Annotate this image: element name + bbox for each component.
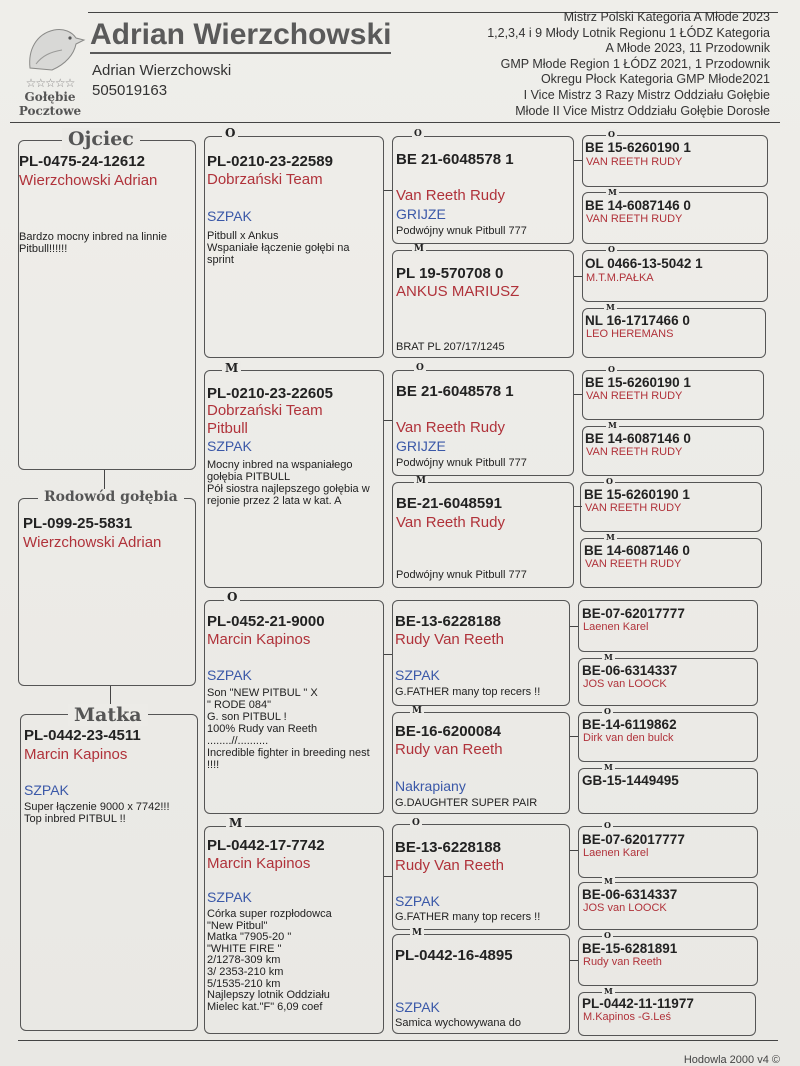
achievement-line: I Vice Mistrz 3 Razy Mistrz Oddziału Gołębie	[523, 87, 770, 102]
gen3-breeder: Rudy van Reeth	[395, 741, 503, 758]
gen2-box	[204, 370, 384, 588]
gen3-ring: BE-16-6200084	[395, 723, 501, 740]
connector-line	[570, 626, 578, 627]
connector-line	[574, 394, 582, 395]
gen4-ring: BE 15-6260190 1	[585, 375, 691, 390]
gen2-ring: PL-0210-23-22605	[207, 385, 333, 402]
achievement-line: 1,2,3,4 i 9 Młody Lotnik Regionu 1 ŁÓDZ Kategoria	[487, 25, 770, 40]
connector-line	[384, 420, 392, 421]
gen3-box	[392, 934, 570, 1034]
gen4-box	[578, 768, 758, 814]
gen4-ring: BE 15-6260190 1	[584, 487, 690, 502]
dam-tag: M	[606, 532, 615, 542]
connector-line	[574, 160, 582, 161]
gen4-box	[582, 370, 764, 420]
father-box	[18, 140, 196, 470]
gen2-ring: PL-0452-21-9000	[207, 613, 325, 630]
gen4-breeder: M.Kapinos -G.Leś	[583, 1011, 672, 1023]
gen3-note: G.FATHER many top recers !!	[395, 686, 541, 698]
gen4-breeder: Laenen Karel	[583, 621, 649, 633]
gen3-breeder: Rudy Van Reeth	[395, 631, 504, 648]
header-bottom-rule	[10, 122, 780, 123]
dam-tag: M	[604, 876, 613, 886]
gen2-box	[204, 136, 384, 358]
gen2-color: SZPAK	[207, 889, 252, 905]
gen3-box	[392, 482, 574, 588]
sire-tag: O	[412, 818, 420, 828]
gen3-ring: BE-13-6228188	[395, 839, 501, 856]
gen3-ring: BE-13-6228188	[395, 613, 501, 630]
connector-line	[384, 876, 392, 877]
connector-line	[384, 654, 392, 655]
achievements	[410, 10, 770, 119]
gen4-breeder: JOS van LOOCK	[583, 902, 667, 914]
gen3-breeder: Van Reeth Rudy	[396, 419, 505, 436]
gen4-box	[578, 936, 758, 986]
achievement-line: Mistrz Polski Kategoria A Młode 2023	[563, 10, 770, 24]
gen3-box	[392, 824, 570, 930]
bird-box	[18, 498, 196, 686]
gen2-ring: PL-0210-23-22589	[207, 153, 333, 170]
gen2-note: Son "NEW PITBUL " X " RODE 084" G. son PITBUL ! 100% Rudy van Reeth ........//.......... Incredible fighter in breeding nest !!!!	[207, 687, 370, 771]
gen2-breeder: Dobrzański Team	[207, 402, 323, 419]
dam-tag: M	[604, 762, 613, 772]
dam-tag: M	[608, 187, 617, 197]
gen3-color: GRIJZE	[396, 206, 446, 222]
dam-tag: M	[604, 652, 613, 662]
sire-tag: O	[604, 930, 611, 940]
gen3-ring: BE 21-6048578 1	[396, 151, 514, 168]
father-breeder: Wierzchowski Adrian	[19, 172, 158, 189]
gen3-note: BRAT PL 207/17/1245	[396, 341, 505, 353]
pigeon-logo-icon	[10, 20, 90, 80]
achievement-line: A Młode 2023, 11 Przodownik	[605, 41, 770, 56]
gen4-box	[582, 135, 768, 187]
connector-line	[574, 276, 582, 277]
gen4-ring: OL 0466-13-5042 1	[585, 256, 703, 271]
sire-tag: O	[224, 590, 240, 604]
gen4-ring: BE-06-6314337	[582, 887, 678, 902]
gen4-box	[582, 192, 768, 244]
gen4-breeder: Laenen Karel	[583, 847, 649, 859]
gen2-extra: Pitbull	[207, 420, 248, 437]
gen4-ring: BE 15-6260190 1	[585, 140, 691, 155]
gen2-color: SZPAK	[207, 667, 252, 683]
footer-rule	[18, 1040, 778, 1041]
achievement-line: Okregu Płock Kategoria GMP Młode2021	[540, 72, 770, 87]
gen3-box	[392, 136, 574, 244]
gen3-color: SZPAK	[395, 999, 440, 1015]
sire-tag: O	[608, 244, 615, 254]
gen4-box	[578, 600, 758, 652]
gen2-breeder: Marcin Kapinos	[207, 631, 311, 648]
gen2-note: Córka super rozpłodowca "New Pitbul" Matka "7905-20 " "WHITE FIRE " 2/1278-309 km 3/ 2353-210 km 5/1535-210 km Najlepszy lotnik Oddziału Mielec kat."F" 6,09 coef	[207, 908, 332, 1013]
gen3-note: Podwójny wnuk Pitbull 777	[396, 457, 527, 469]
gen4-box	[578, 992, 756, 1036]
gen4-box	[578, 882, 758, 930]
dam-tag: M	[222, 361, 241, 375]
gen2-color: SZPAK	[207, 438, 252, 454]
gen3-note: G.FATHER many top recers !!	[395, 911, 541, 923]
sire-tag: O	[222, 126, 238, 140]
gen3-note: Podwójny wnuk Pitbull 777	[396, 225, 527, 237]
gen4-ring: BE-07-62017777	[582, 606, 685, 621]
gen2-breeder: Marcin Kapinos	[207, 855, 311, 872]
gen3-ring: BE 21-6048578 1	[396, 383, 514, 400]
dam-tag: M	[604, 986, 613, 996]
gen2-ring: PL-0442-17-7742	[207, 837, 325, 854]
gen3-color: Nakrapiany	[395, 778, 466, 794]
gen4-breeder: LEO HEREMANS	[586, 328, 674, 340]
gen2-box	[204, 826, 384, 1034]
mother-label: Matka	[68, 704, 148, 726]
gen3-color: SZPAK	[395, 893, 440, 909]
gen3-note: Podwójny wnuk Pitbull 777	[396, 569, 527, 581]
sire-tag: O	[414, 129, 422, 139]
gen3-breeder: Van Reeth Rudy	[396, 514, 505, 531]
gen4-breeder: VAN REETH RUDY	[586, 156, 683, 168]
gen4-box	[582, 308, 766, 358]
gen3-color: SZPAK	[395, 667, 440, 683]
logo-text-line2: Pocztowe	[18, 104, 82, 118]
father-note: Bardzo mocny inbred na linnie Pitbull!!!!!!	[19, 231, 167, 255]
dam-tag: M	[414, 244, 424, 254]
gen3-color: GRIJZE	[396, 438, 446, 454]
logo-stars: ☆☆☆☆☆	[25, 76, 75, 90]
gen2-box	[204, 600, 384, 814]
gen4-ring: GB-15-1449495	[582, 773, 679, 788]
achievement-line: GMP Młode Region 1 ŁÓDZ 2021, 1 Przodownik	[500, 56, 770, 71]
sire-tag: O	[604, 820, 611, 830]
gen4-ring: BE-07-62017777	[582, 832, 685, 847]
gen4-box	[578, 712, 758, 762]
gen2-note: Pitbull x Ankus Wspaniałe łączenie gołębi na sprint	[207, 230, 350, 266]
gen3-ring: BE-21-6048591	[396, 495, 502, 512]
sire-tag: O	[416, 363, 424, 373]
gen4-breeder: Dirk van den bulck	[583, 732, 674, 744]
gen4-ring: BE-14-6119862	[582, 717, 677, 732]
gen3-breeder: Rudy Van Reeth	[395, 857, 504, 874]
gen4-ring: BE-15-6281891	[582, 941, 678, 956]
logo-text-line1: Gołębie	[24, 90, 76, 104]
footer-credit: Hodowla 2000 v4 ©	[683, 1054, 780, 1066]
sire-tag: O	[608, 364, 615, 374]
father-ring: PL-0475-24-12612	[19, 153, 145, 170]
gen4-ring: BE-06-6314337	[582, 663, 678, 678]
gen3-box	[392, 250, 574, 358]
gen4-breeder: Rudy van Reeth	[583, 956, 662, 968]
gen4-box	[580, 538, 762, 588]
gen2-note: Mocny inbred na wspaniałego gołębia PITBULL Pół siostra najlepszego gołębia w rejonie przez 2 lata w kat. A	[207, 459, 370, 507]
bird-ring: PL-099-25-5831	[23, 515, 133, 532]
gen4-breeder: VAN REETH RUDY	[586, 213, 683, 225]
gen4-breeder: JOS van LOOCK	[583, 678, 667, 690]
dam-tag: M	[608, 420, 617, 430]
gen4-box	[578, 658, 758, 706]
mother-box	[20, 714, 198, 1031]
connector-line	[570, 850, 578, 851]
gen4-ring: PL-0442-11-11977	[582, 996, 694, 1011]
bird-breeder: Wierzchowski Adrian	[23, 534, 162, 551]
gen4-box	[578, 826, 758, 878]
connector-line	[570, 960, 578, 961]
sire-tag: O	[604, 706, 611, 716]
gen4-breeder: VAN REETH RUDY	[586, 446, 683, 458]
gen4-box	[582, 426, 764, 476]
mother-note: Super łączenie 9000 x 7742!!! Top inbred PITBUL !!	[24, 801, 170, 825]
achievement-line: Młode II Vice Mistrz Oddziału Gołębie Dorosłe	[515, 103, 770, 118]
father-label: Ojciec	[62, 128, 140, 150]
gen3-breeder: ANKUS MARIUSZ	[396, 283, 520, 300]
gen4-ring: BE 14-6087146 0	[585, 198, 691, 213]
gen3-note: G.DAUGHTER SUPER PAIR	[395, 797, 538, 809]
dam-tag: M	[412, 706, 422, 716]
gen4-box	[582, 250, 768, 302]
owner-phone: 505019163	[92, 82, 168, 99]
gen4-breeder: VAN REETH RUDY	[586, 390, 683, 402]
gen3-ring: PL-0442-16-4895	[395, 947, 513, 964]
gen3-ring: PL 19-570708 0	[396, 265, 504, 282]
gen4-ring: BE 14-6087146 0	[585, 431, 691, 446]
pedigree-label: Rodowód gołębia	[38, 489, 184, 505]
gen4-breeder: VAN REETH RUDY	[585, 502, 682, 514]
dam-tag: M	[412, 928, 422, 938]
dam-tag: M	[606, 302, 615, 312]
gen3-box	[392, 712, 570, 814]
mother-color: SZPAK	[24, 782, 69, 798]
owner-subname: Adrian Wierzchowski	[92, 62, 232, 79]
gen4-breeder: M.T.M.PAŁKA	[586, 272, 654, 284]
mother-ring: PL-0442-23-4511	[24, 727, 141, 744]
connector-line	[384, 190, 392, 191]
connector-line	[570, 736, 578, 737]
dam-tag: M	[226, 816, 245, 830]
gen3-box	[392, 370, 574, 476]
gen4-ring: BE 14-6087146 0	[584, 543, 690, 558]
sire-tag: O	[606, 476, 613, 486]
gen4-breeder: VAN REETH RUDY	[585, 558, 682, 570]
gen2-color: SZPAK	[207, 208, 252, 224]
connector-line	[574, 506, 582, 507]
owner-name: Adrian Wierzchowski	[90, 18, 391, 54]
gen4-box	[580, 482, 762, 532]
mother-breeder: Marcin Kapinos	[24, 746, 128, 763]
gen3-breeder: Van Reeth Rudy	[396, 187, 505, 204]
dam-tag: M	[416, 476, 426, 486]
gen3-box	[392, 600, 570, 706]
logo	[10, 20, 90, 120]
gen4-ring: NL 16-1717466 0	[585, 313, 690, 328]
gen2-breeder: Dobrzański Team	[207, 171, 323, 188]
sire-tag: O	[608, 129, 615, 139]
gen3-note: Samica wychowywana do	[395, 1017, 521, 1029]
